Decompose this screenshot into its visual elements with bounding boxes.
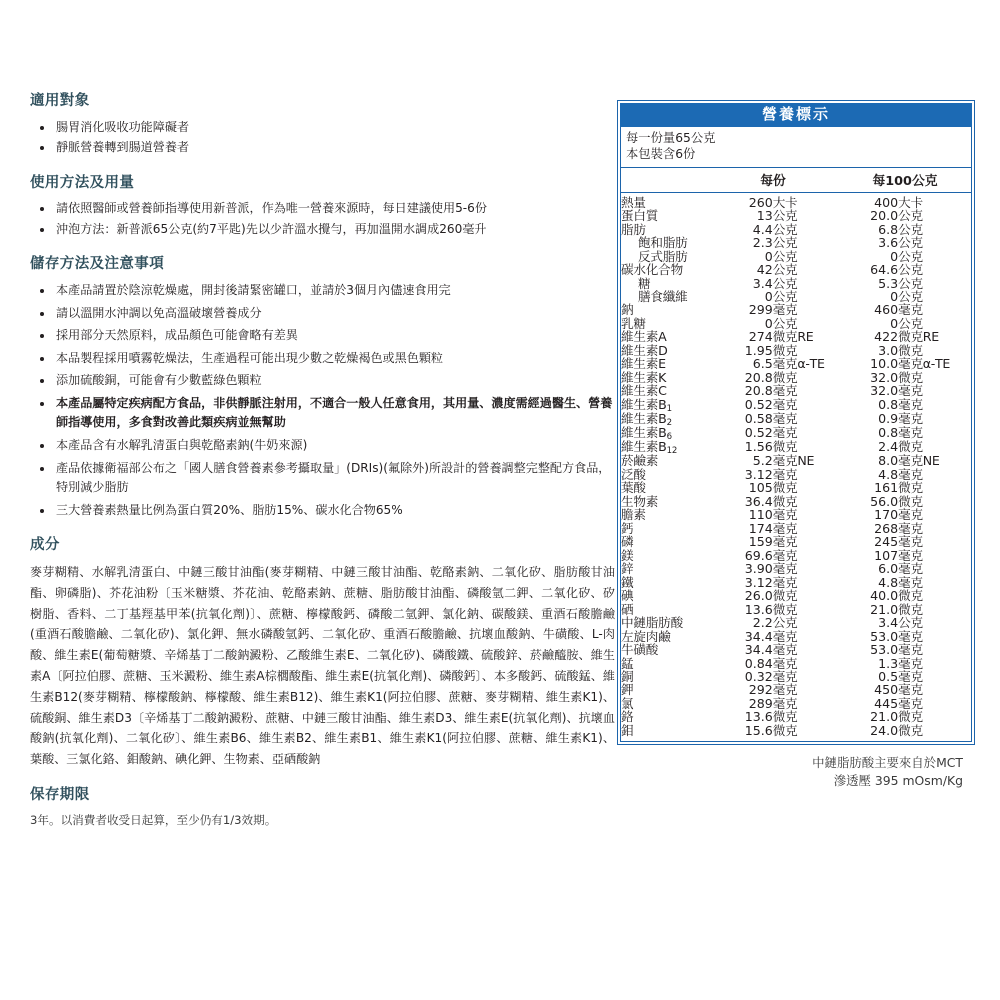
unit-per-serving: 毫克 <box>772 507 798 523</box>
nutrition-footnotes <box>617 754 975 790</box>
value-per-serving: 6.5 <box>752 356 773 372</box>
unit-per-serving: 毫克α-TE <box>772 356 825 372</box>
unit-per-serving: 公克 <box>772 248 798 264</box>
unit-per-100g: 毫克 <box>898 561 923 577</box>
nutrient-name: 飽和脂肪 <box>638 235 688 251</box>
unit-per-serving: 毫克 <box>772 534 798 550</box>
value-per-serving: 0.52 <box>744 396 773 412</box>
nutrient-name: 中鏈脂肪酸 <box>621 615 683 631</box>
section-storage <box>30 255 615 520</box>
unit-per-100g: 微克 <box>898 342 923 358</box>
unit-per-100g: 公克 <box>898 615 923 631</box>
unit-per-100g: 毫克 <box>898 410 923 426</box>
unit-per-100g: 公克 <box>898 275 923 291</box>
table-row <box>621 576 971 589</box>
nutrient-name: 硒 <box>621 601 634 617</box>
nutrition-column-headers <box>620 168 972 193</box>
value-per-100g: 21.0 <box>870 601 899 617</box>
table-row <box>621 562 971 575</box>
value-per-100g: 6.8 <box>878 221 899 237</box>
value-per-100g: 20.0 <box>870 208 899 224</box>
section-target-audience <box>30 92 615 158</box>
nutrition-title: 營養標示 <box>620 103 972 127</box>
unit-per-100g: 微克 <box>898 493 923 509</box>
value-per-serving: 26.0 <box>744 588 773 604</box>
value-per-100g: 0 <box>890 315 899 331</box>
section-heading-target-audience: 適用對象 <box>30 93 90 109</box>
value-per-serving: 13.6 <box>744 709 773 725</box>
unit-per-100g: 大卡 <box>898 194 923 210</box>
nutrient-name: 錳 <box>621 655 634 671</box>
value-per-100g: 53.0 <box>870 628 899 644</box>
nutrient-name: 維生素C <box>621 383 667 399</box>
value-per-serving: 0 <box>764 315 773 331</box>
unit-per-serving: 毫克 <box>772 682 798 698</box>
nutrient-subscript: 12 <box>666 446 678 457</box>
value-per-100g: 32.0 <box>870 369 899 385</box>
list-item: 沖泡方法：新普派65公克(約7平匙)先以少許溫水攪勻，再加溫開水調成260毫升 <box>30 220 615 240</box>
nutrient-name: 膳食纖維 <box>638 288 688 304</box>
unit-per-100g: 毫克 <box>898 695 923 711</box>
value-per-100g: 2.4 <box>878 439 899 455</box>
unit-per-100g: 毫克 <box>898 425 923 441</box>
value-per-100g: 8.0 <box>878 453 899 469</box>
nutrient-name: 鋅 <box>621 561 634 577</box>
nutrient-name: 鈉 <box>621 302 634 318</box>
unit-per-serving: 公克 <box>772 288 798 304</box>
table-row <box>621 277 971 290</box>
table-row <box>621 250 971 263</box>
nutrient-name: 脂肪 <box>621 221 646 237</box>
section-heading-shelf-life: 保存期限 <box>30 786 90 803</box>
table-row <box>621 384 971 397</box>
value-per-serving: 3.90 <box>744 561 773 577</box>
table-row <box>621 290 971 303</box>
unit-per-100g: 公克 <box>898 221 923 237</box>
unit-per-serving: 公克 <box>772 208 798 224</box>
table-row <box>621 683 971 696</box>
table-row <box>621 495 971 508</box>
unit-per-serving: 微克 <box>772 480 798 496</box>
nutrient-name: 左旋肉鹼 <box>621 628 671 644</box>
unit-per-serving: 毫克 <box>772 574 798 590</box>
nutrient-subscript: 1 <box>666 403 672 414</box>
nutrient-name: 泛酸 <box>621 466 646 482</box>
list-item: 請以溫開水沖調以免高溫破壞營養成分 <box>30 304 615 324</box>
value-per-serving: 36.4 <box>744 493 773 509</box>
table-row <box>621 412 971 426</box>
table-row <box>621 657 971 670</box>
unit-per-serving: 公克 <box>772 262 798 278</box>
list-item: 產品依據衛福部公布之「國人膳食營養素參考攝取量」(DRIs)(氟除外)所設計的營養調整完整配方食品，特別減少脂肪 <box>30 459 615 498</box>
unit-per-serving: 毫克 <box>772 302 798 318</box>
value-per-serving: 274 <box>748 329 773 345</box>
value-per-serving: 292 <box>748 682 773 698</box>
nutrient-name: 蛋白質 <box>621 208 659 224</box>
section-heading-storage: 儲存方法及注意事項 <box>30 256 165 273</box>
list-item-warning: 本產品屬特定疾病配方食品，非供靜脈注射用，不適合一般人任意食用，其用量、濃度需經過醫生、營養師指導使用，多食對改善此類疾病並無幫助 <box>30 394 615 433</box>
value-per-100g: 460 <box>874 302 899 318</box>
value-per-serving: 0 <box>764 248 773 264</box>
value-per-serving: 15.6 <box>744 722 773 738</box>
unit-per-100g: 公克 <box>898 235 923 251</box>
table-row <box>621 209 971 222</box>
unit-per-100g: 毫克NE <box>898 453 940 469</box>
nutrient-name: 鈣 <box>621 520 634 536</box>
value-per-100g: 53.0 <box>870 642 899 658</box>
nutrient-name: 糖 <box>638 275 651 291</box>
nutrient-name: 反式脂肪 <box>638 248 688 264</box>
unit-per-serving: 毫克 <box>772 425 798 441</box>
nutrient-name: 維生素B1 <box>621 396 672 414</box>
table-row <box>621 440 971 454</box>
table-row <box>621 303 971 316</box>
unit-per-serving: 公克 <box>772 615 798 631</box>
unit-per-serving: 微克RE <box>772 329 814 345</box>
value-per-100g: 3.4 <box>878 615 899 631</box>
value-per-serving: 34.4 <box>744 642 773 658</box>
unit-per-serving: 毫克 <box>772 668 798 684</box>
table-row <box>621 223 971 236</box>
nutrition-table <box>621 196 971 738</box>
nutrient-name: 牛磺酸 <box>621 642 659 658</box>
column-header-per-serving: 每份 <box>760 173 786 189</box>
value-per-serving: 2.3 <box>752 235 773 251</box>
unit-per-serving: 毫克NE <box>772 453 815 469</box>
column-header-per-100g: 每100公克 <box>872 173 938 189</box>
shelf-life-text: 3年。以消費者收受日起算，至少仍有1/3效期。 <box>30 813 277 828</box>
footnote-mct: 中鏈脂肪酸主要來自於MCT <box>812 755 963 771</box>
unit-per-100g: 毫克 <box>898 628 923 644</box>
unit-per-100g: 微克 <box>898 709 923 725</box>
value-per-100g: 0.8 <box>878 425 899 441</box>
table-row <box>621 710 971 723</box>
value-per-100g: 0.8 <box>878 396 899 412</box>
table-row <box>621 670 971 683</box>
nutrient-name: 維生素B6 <box>621 425 672 443</box>
unit-per-100g: 公克 <box>898 248 923 264</box>
unit-per-serving: 毫克 <box>772 628 798 644</box>
value-per-serving: 289 <box>748 695 773 711</box>
table-row <box>621 589 971 602</box>
nutrient-name: 維生素E <box>621 356 666 372</box>
unit-per-serving: 大卡 <box>772 194 798 210</box>
unit-per-serving: 微克 <box>772 588 798 604</box>
unit-per-100g: 微克 <box>898 601 923 617</box>
unit-per-serving: 微克 <box>772 601 798 617</box>
list-item: 本產品請置於陰涼乾燥處，開封後請緊密罐口，並請於3個月內儘速食用完 <box>30 281 615 301</box>
unit-per-100g: 微克RE <box>898 329 939 345</box>
bullet-list-target-audience <box>30 118 615 158</box>
unit-per-100g: 毫克 <box>898 668 923 684</box>
nutrient-name: 鉬 <box>621 722 634 738</box>
footnote-osmolality: 滲透壓 395 mOsm/Kg <box>833 773 963 789</box>
value-per-100g: 21.0 <box>870 709 899 725</box>
unit-per-serving: 毫克 <box>772 520 798 536</box>
value-per-serving: 159 <box>748 534 773 550</box>
list-item: 請依照醫師或營養師指導使用新普派，作為唯一營養來源時，每日建議使用5-6份 <box>30 199 615 219</box>
table-row <box>621 236 971 249</box>
value-per-100g: 64.6 <box>870 262 899 278</box>
value-per-serving: 20.8 <box>744 369 773 385</box>
unit-per-100g: 毫克 <box>898 574 923 590</box>
value-per-serving: 299 <box>748 302 773 318</box>
unit-per-serving: 公克 <box>772 315 798 331</box>
value-per-serving: 42 <box>756 262 773 278</box>
value-per-100g: 4.8 <box>878 466 899 482</box>
table-row <box>621 344 971 357</box>
unit-per-100g: 毫克 <box>898 302 923 318</box>
value-per-100g: 4.8 <box>878 574 899 590</box>
table-row <box>621 263 971 276</box>
nutrient-name: 葉酸 <box>621 480 646 496</box>
table-row <box>621 535 971 548</box>
nutrient-name: 維生素A <box>621 329 667 345</box>
nutrient-name: 菸鹼素 <box>621 453 659 469</box>
section-usage <box>30 174 615 240</box>
value-per-100g: 445 <box>874 695 899 711</box>
nutrient-name: 維生素K <box>621 369 667 385</box>
unit-per-100g: 微克 <box>898 588 923 604</box>
column-header-blank <box>621 170 707 189</box>
value-per-serving: 1.56 <box>744 439 773 455</box>
table-row <box>621 330 971 343</box>
value-per-serving: 34.4 <box>744 628 773 644</box>
value-per-serving: 3.4 <box>752 275 773 291</box>
list-item: 本產品含有水解乳清蛋白與乾酪素鈉(牛奶來源) <box>30 436 615 456</box>
value-per-100g: 56.0 <box>870 493 899 509</box>
value-per-serving: 20.8 <box>744 383 773 399</box>
table-row <box>621 697 971 710</box>
unit-per-serving: 毫克 <box>772 466 798 482</box>
section-heading-ingredients: 成分 <box>30 537 60 554</box>
unit-per-serving: 毫克 <box>772 396 798 412</box>
unit-per-100g: 毫克 <box>898 655 923 671</box>
nutrition-serving-info <box>620 127 972 167</box>
table-row <box>621 371 971 384</box>
table-row <box>621 481 971 494</box>
nutrient-subscript: 2 <box>666 417 672 428</box>
table-row <box>621 643 971 656</box>
value-per-100g: 245 <box>874 534 899 550</box>
list-item: 三大營養素熱量比例為蛋白質20%、脂肪15%、碳水化合物65% <box>30 501 615 521</box>
nutrient-name: 維生素B2 <box>621 410 672 428</box>
unit-per-100g: 毫克 <box>898 534 923 550</box>
table-row <box>621 630 971 643</box>
value-per-100g: 3.6 <box>878 235 899 251</box>
unit-per-serving: 公克 <box>772 275 798 291</box>
unit-per-100g: 毫克 <box>898 466 923 482</box>
value-per-100g: 1.3 <box>878 655 899 671</box>
table-row <box>621 508 971 521</box>
unit-per-serving: 毫克 <box>772 695 798 711</box>
unit-per-serving: 毫克 <box>772 410 798 426</box>
value-per-serving: 13 <box>756 208 773 224</box>
unit-per-100g: 微克 <box>898 369 923 385</box>
value-per-serving: 0 <box>764 288 773 304</box>
table-row <box>621 398 971 412</box>
unit-per-serving: 毫克 <box>772 547 798 563</box>
table-row <box>621 522 971 535</box>
nutrient-name: 熱量 <box>621 194 646 210</box>
unit-per-serving: 微克 <box>772 709 798 725</box>
nutrient-name: 膽素 <box>621 507 646 523</box>
value-per-serving: 0.84 <box>744 655 773 671</box>
nutrient-name: 鎂 <box>621 547 634 563</box>
list-item: 添加硫酸銅，可能會有少數藍綠色顆粒 <box>30 371 615 391</box>
value-per-100g: 268 <box>874 520 899 536</box>
unit-per-serving: 毫克 <box>772 561 798 577</box>
nutrition-facts-panel <box>617 100 975 790</box>
unit-per-100g: 毫克 <box>898 682 923 698</box>
value-per-100g: 10.0 <box>870 356 899 372</box>
value-per-serving: 260 <box>748 194 773 210</box>
value-per-100g: 32.0 <box>870 383 899 399</box>
unit-per-serving: 公克 <box>772 221 798 237</box>
unit-per-100g: 公克 <box>898 262 923 278</box>
table-row <box>621 468 971 481</box>
bullet-list-storage <box>30 281 615 520</box>
value-per-100g: 107 <box>874 547 899 563</box>
table-row <box>621 357 971 370</box>
unit-per-serving: 微克 <box>772 342 798 358</box>
value-per-serving: 110 <box>748 507 773 523</box>
value-per-serving: 4.4 <box>752 221 773 237</box>
product-info-column <box>30 92 615 830</box>
table-row <box>621 454 971 467</box>
list-item: 腸胃消化吸收功能障礙者 <box>30 118 615 138</box>
bullet-list-usage <box>30 199 615 239</box>
unit-per-serving: 毫克 <box>772 383 798 399</box>
value-per-serving: 105 <box>748 480 773 496</box>
nutrient-name: 鉻 <box>621 709 634 725</box>
unit-per-100g: 微克 <box>898 439 923 455</box>
section-shelf-life <box>30 786 615 830</box>
value-per-100g: 24.0 <box>870 722 899 738</box>
table-row <box>621 549 971 562</box>
unit-per-100g: 公克 <box>898 315 923 331</box>
table-row <box>621 603 971 616</box>
unit-per-100g: 毫克α-TE <box>898 356 951 372</box>
value-per-100g: 0.9 <box>878 410 899 426</box>
value-per-100g: 450 <box>874 682 899 698</box>
nutrient-name: 氯 <box>621 695 634 711</box>
unit-per-100g: 公克 <box>898 288 923 304</box>
value-per-100g: 0 <box>890 288 899 304</box>
value-per-100g: 0.5 <box>878 668 899 684</box>
table-row <box>621 317 971 330</box>
section-heading-usage: 使用方法及用量 <box>30 174 135 191</box>
unit-per-serving: 毫克 <box>772 655 798 671</box>
nutrition-table-frame <box>617 100 975 745</box>
nutrient-name: 乳糖 <box>621 315 646 331</box>
value-per-100g: 170 <box>874 507 899 523</box>
value-per-100g: 0 <box>890 248 899 264</box>
table-row <box>621 724 971 737</box>
nutrient-name: 碳水化合物 <box>621 262 683 278</box>
value-per-serving: 13.6 <box>744 601 773 617</box>
unit-per-100g: 毫克 <box>898 547 923 563</box>
unit-per-serving: 毫克 <box>772 642 798 658</box>
unit-per-100g: 毫克 <box>898 507 923 523</box>
value-per-100g: 161 <box>874 480 899 496</box>
table-row <box>621 426 971 440</box>
section-ingredients <box>30 536 615 770</box>
value-per-serving: 0.58 <box>744 410 773 426</box>
list-item: 靜脈營養轉到腸道營養者 <box>30 138 615 158</box>
nutrient-name: 維生素B12 <box>621 439 678 457</box>
table-row <box>621 196 971 209</box>
list-item: 採用部分天然原料，成品顏色可能會略有差異 <box>30 326 615 346</box>
nutrient-name: 鉀 <box>621 682 634 698</box>
nutrient-name: 鐵 <box>621 574 634 590</box>
value-per-serving: 3.12 <box>744 574 773 590</box>
unit-per-serving: 微克 <box>772 369 798 385</box>
value-per-serving: 69.6 <box>744 547 773 563</box>
unit-per-100g: 毫克 <box>898 383 923 399</box>
unit-per-100g: 毫克 <box>898 642 923 658</box>
nutrient-name: 生物素 <box>621 493 659 509</box>
serving-size: 每一份量65公克 <box>626 131 716 146</box>
unit-per-serving: 微克 <box>772 493 798 509</box>
nutrition-rows-body <box>620 193 972 743</box>
unit-per-serving: 公克 <box>772 235 798 251</box>
value-per-100g: 5.3 <box>878 275 899 291</box>
value-per-serving: 0.32 <box>744 668 773 684</box>
table-row <box>621 616 971 629</box>
value-per-100g: 6.0 <box>878 561 899 577</box>
unit-per-100g: 微克 <box>898 480 923 496</box>
value-per-serving: 3.12 <box>744 466 773 482</box>
unit-per-serving: 微克 <box>772 722 798 738</box>
unit-per-serving: 微克 <box>772 439 798 455</box>
value-per-100g: 400 <box>874 194 899 210</box>
value-per-serving: 2.2 <box>752 615 773 631</box>
unit-per-100g: 毫克 <box>898 396 923 412</box>
unit-per-100g: 毫克 <box>898 520 923 536</box>
value-per-serving: 174 <box>748 520 773 536</box>
unit-per-100g: 微克 <box>898 722 923 738</box>
unit-per-100g: 公克 <box>898 208 923 224</box>
servings-per-container: 本包裝含6份 <box>626 147 696 162</box>
list-item: 本品製程採用噴霧乾燥法，生產過程可能出現少數之乾燥褐色或黑色顆粒 <box>30 349 615 369</box>
value-per-serving: 1.95 <box>744 342 773 358</box>
nutrient-name: 磷 <box>621 534 634 550</box>
nutrient-subscript: 6 <box>666 432 672 443</box>
value-per-serving: 0.52 <box>744 425 773 441</box>
nutrient-name: 碘 <box>621 588 634 604</box>
value-per-100g: 3.0 <box>878 342 899 358</box>
value-per-100g: 422 <box>874 329 899 345</box>
value-per-serving: 5.2 <box>752 453 773 469</box>
nutrient-name: 銅 <box>621 668 634 684</box>
nutrient-name: 維生素D <box>621 342 668 358</box>
value-per-100g: 40.0 <box>870 588 899 604</box>
ingredients-text: 麥芽糊精、水解乳清蛋白、中鏈三酸甘油酯(麥芽糊精、中鏈三酸甘油酯、乾酪素鈉、二氧化矽、脂肪酸甘油酯、卵磷脂)、芥花油粉〔玉米糖漿、芥花油、乾酪素鈉、蔗糖、脂肪酸甘油酯、磷酸氫二鉀、二氧化矽、矽樹脂、香料、二丁基羥基甲苯(抗氧化劑)〕、蔗糖、檸檬酸鈣、磷酸二氫鉀、氯化鈉、碳酸鎂、重酒石酸膽鹼(重酒石酸膽鹼、二氧化矽)、氯化鉀、無水磷酸氫鈣、二氧化矽、重酒石酸膽鹼、抗壞血酸鈉、牛磺酸、L-肉酸、維生素E(葡萄糖漿、辛烯基丁二酸鈉澱粉、乙酸維生素E、二氧化矽)、磷酸鐵、硫酸鋅、菸鹼醯胺、維生素A〔阿拉伯膠、蔗糖、玉米澱粉、維生素A棕櫚酸酯、維生素E(抗氧化劑)、磷酸鈣〕、本多酸鈣、硫酸錳、維生素B12(麥芽糊精、檸檬酸鈉、檸檬酸、維生素B12)、維生素K1(阿拉伯膠、蔗糖、麥芽糊精、維生素K1)、硫酸銅、維生素D3〔辛烯基丁二酸鈉澱粉、蔗糖、中鏈三酸甘油酯、維生素D3、維生素E(抗氧化劑)、抗壞血酸鈉(抗氧化劑)、二氧化矽〕、維生素B6、維生素B2、維生素B1、維生素K1(阿拉伯膠、蔗糖、維生素K1)、葉酸、三氯化鉻、鉬酸鈉、碘化鉀、生物素、亞硒酸鈉 <box>30 564 615 767</box>
